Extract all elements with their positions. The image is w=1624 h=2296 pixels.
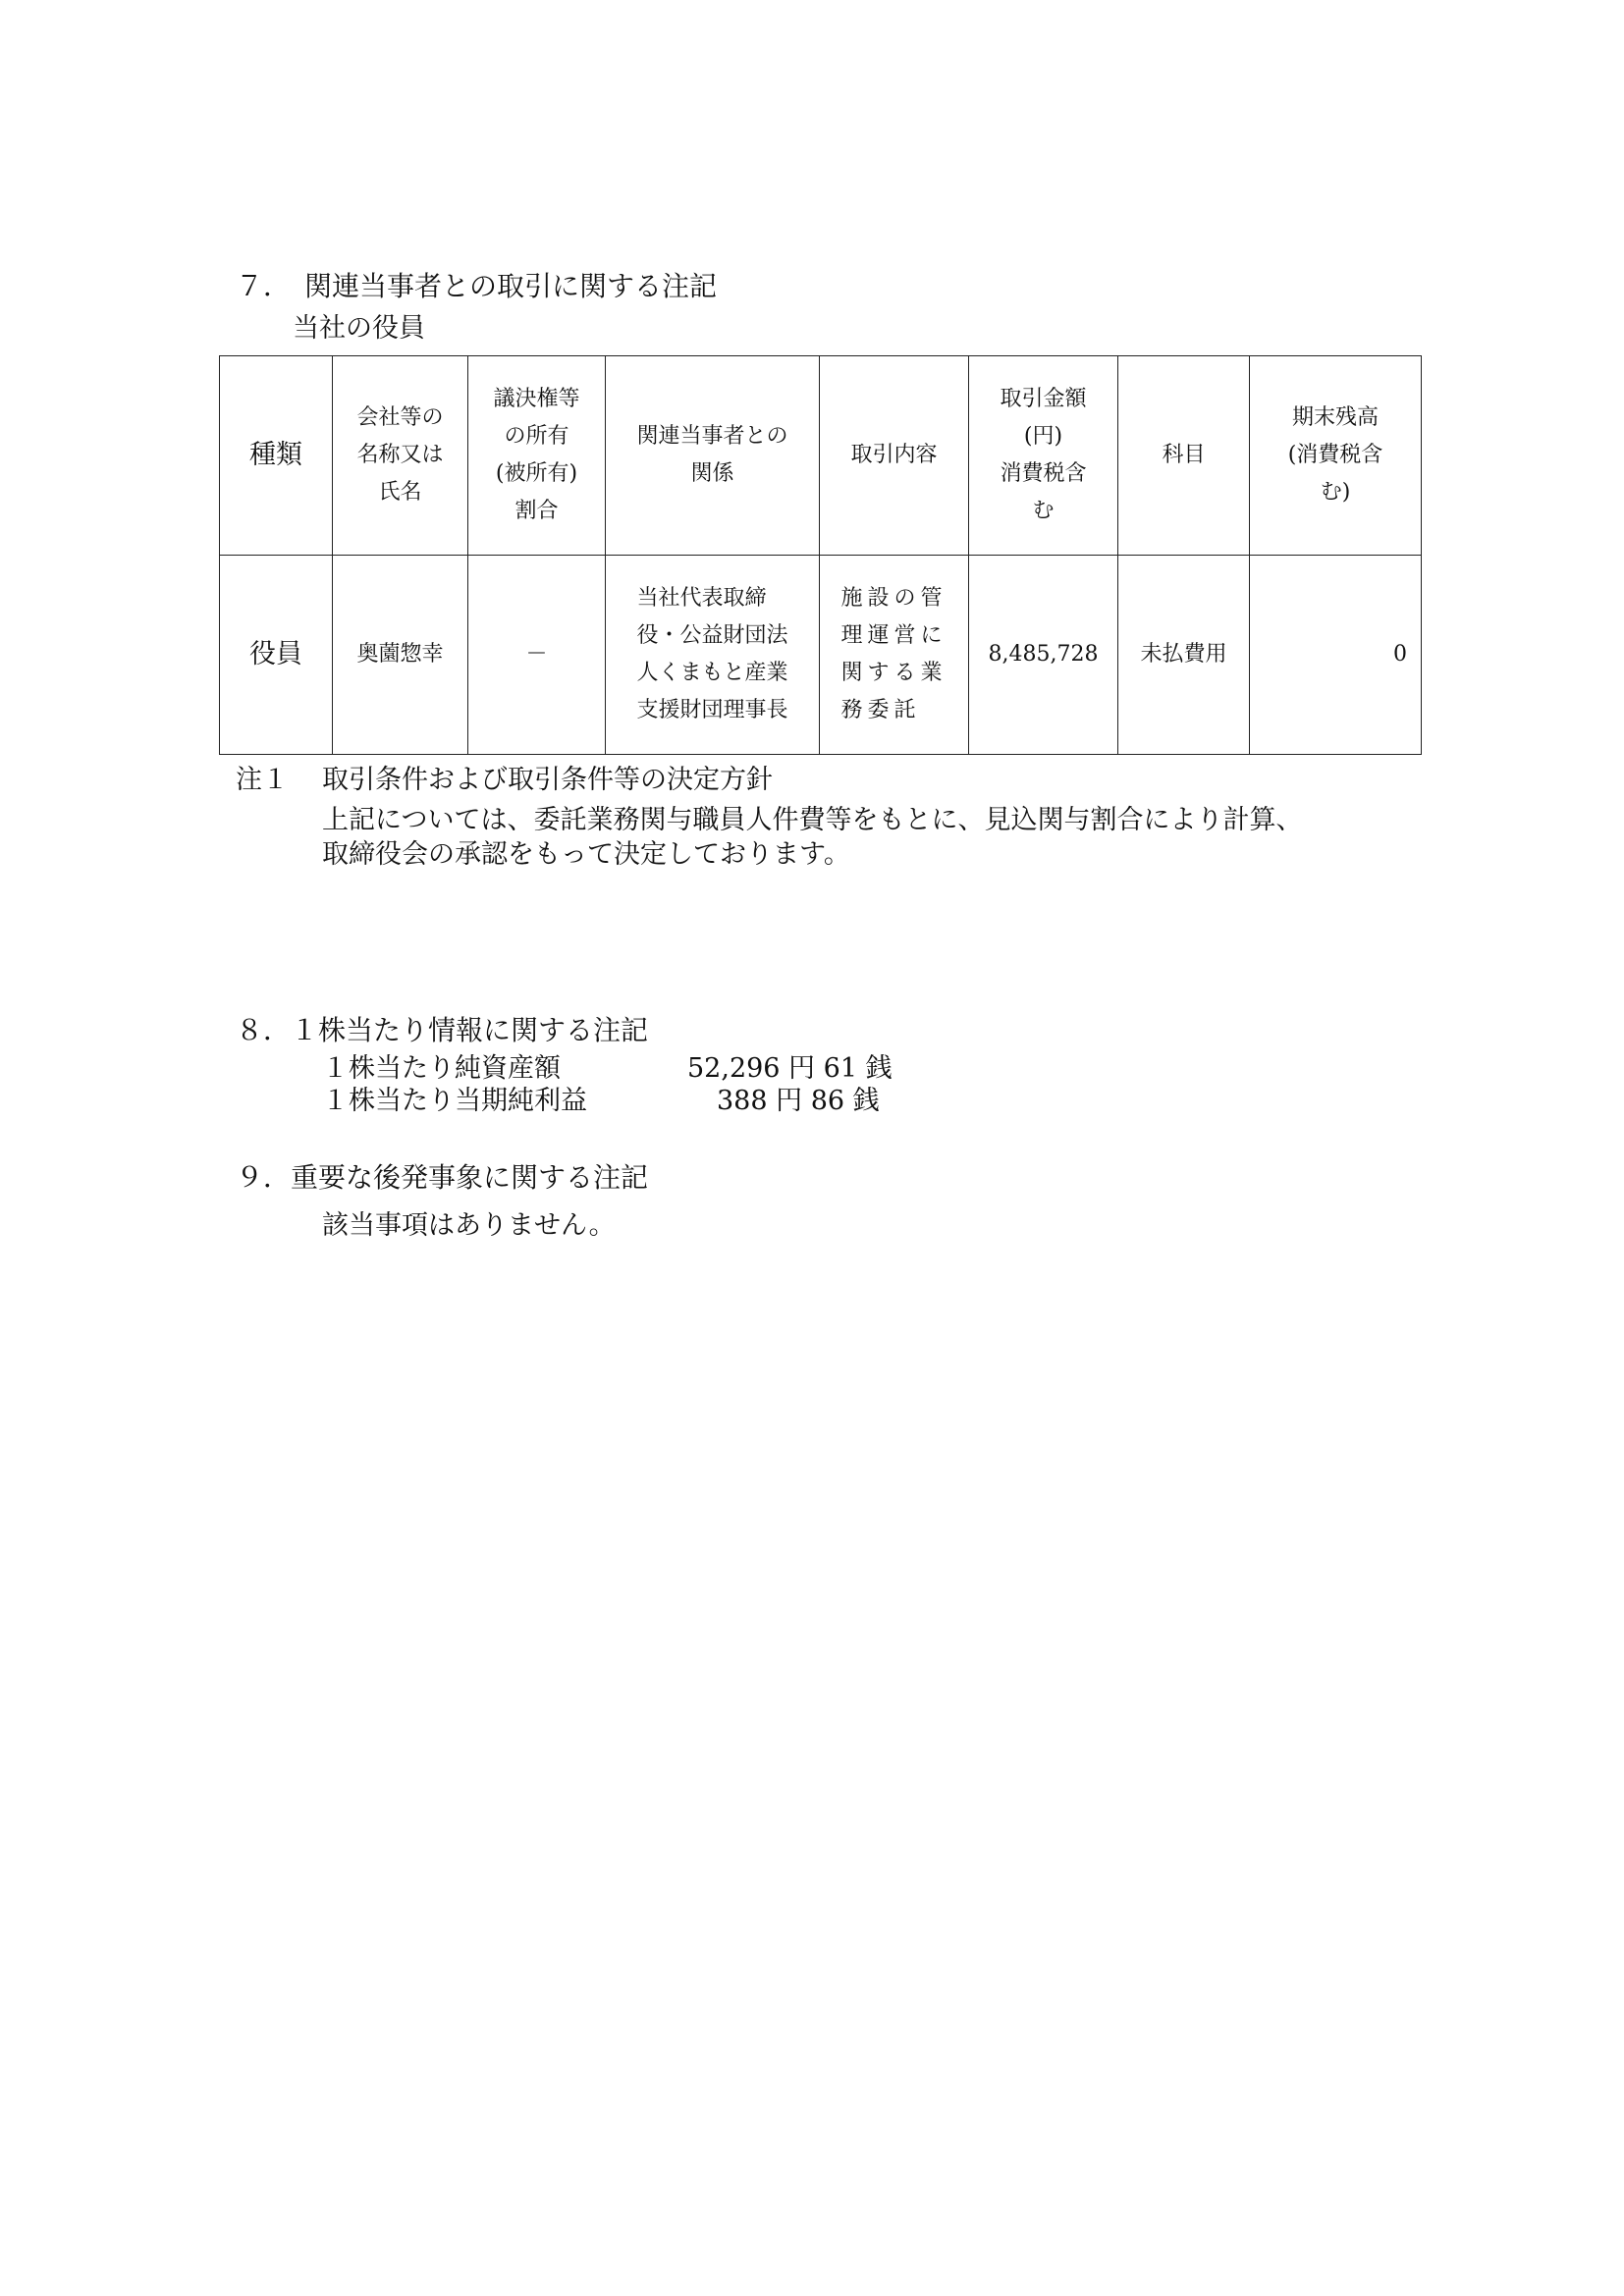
- per-share-label-2: １株当たり当期純利益: [322, 1086, 587, 1116]
- section8-heading: ８．１株当たり情報に関する注記: [236, 1014, 649, 1046]
- header-cell-name: 会社等の 名称又は 氏名: [333, 356, 468, 556]
- header-cell-amount: 取引金額 (円) 消費税含 む: [969, 356, 1118, 556]
- note-label: 注１: [236, 765, 289, 795]
- per-share-label-1: １株当たり純資産額: [322, 1053, 561, 1084]
- cell-voting-ratio: －: [468, 556, 606, 755]
- note-line-2: 取締役会の承認をもって決定しております。: [322, 839, 850, 870]
- header-cell-relationship: 関連当事者との 関係: [606, 356, 820, 556]
- per-share-value-2: 388 円 86 銭: [717, 1086, 880, 1116]
- header-cell-voting-ratio: 議決権等 の所有 (被所有) 割合: [468, 356, 606, 556]
- cell-ending-balance: 0: [1250, 556, 1422, 755]
- table-header-row: [220, 356, 1422, 556]
- header-cell-type: 種類: [220, 356, 333, 556]
- cell-relationship: 当社代表取締 役・公益財団法 人くまもと産業 支援財団理事長: [606, 556, 820, 755]
- per-share-value-1: 52,296 円 61 銭: [687, 1053, 893, 1084]
- header-cell-ending-balance: 期末残高 (消費税含 む): [1250, 356, 1422, 556]
- table-row: [220, 556, 1422, 755]
- related-party-table: [219, 355, 1422, 755]
- section7-subheading: 当社の役員: [293, 313, 425, 344]
- header-cell-account: 科目: [1118, 356, 1250, 556]
- cell-name: 奥薗惣幸: [333, 556, 468, 755]
- section7-heading: ７． 関連当事者との取引に関する注記: [236, 270, 718, 302]
- cell-account: 未払費用: [1118, 556, 1250, 755]
- section9-body: 該当事項はありません。: [322, 1210, 616, 1241]
- cell-amount: 8,485,728: [969, 556, 1118, 755]
- section9-heading: ９．重要な後発事象に関する注記: [236, 1161, 649, 1194]
- note-title: 取引条件および取引条件等の決定方針: [322, 765, 773, 795]
- cell-type: 役員: [220, 556, 333, 755]
- cell-content: 施設の管 理運営に 関する業 務委託: [820, 556, 969, 755]
- header-cell-content: 取引内容: [820, 356, 969, 556]
- note-line-1: 上記については、委託業務関与職員人件費等をもとに、見込関与割合により計算、: [322, 805, 1303, 835]
